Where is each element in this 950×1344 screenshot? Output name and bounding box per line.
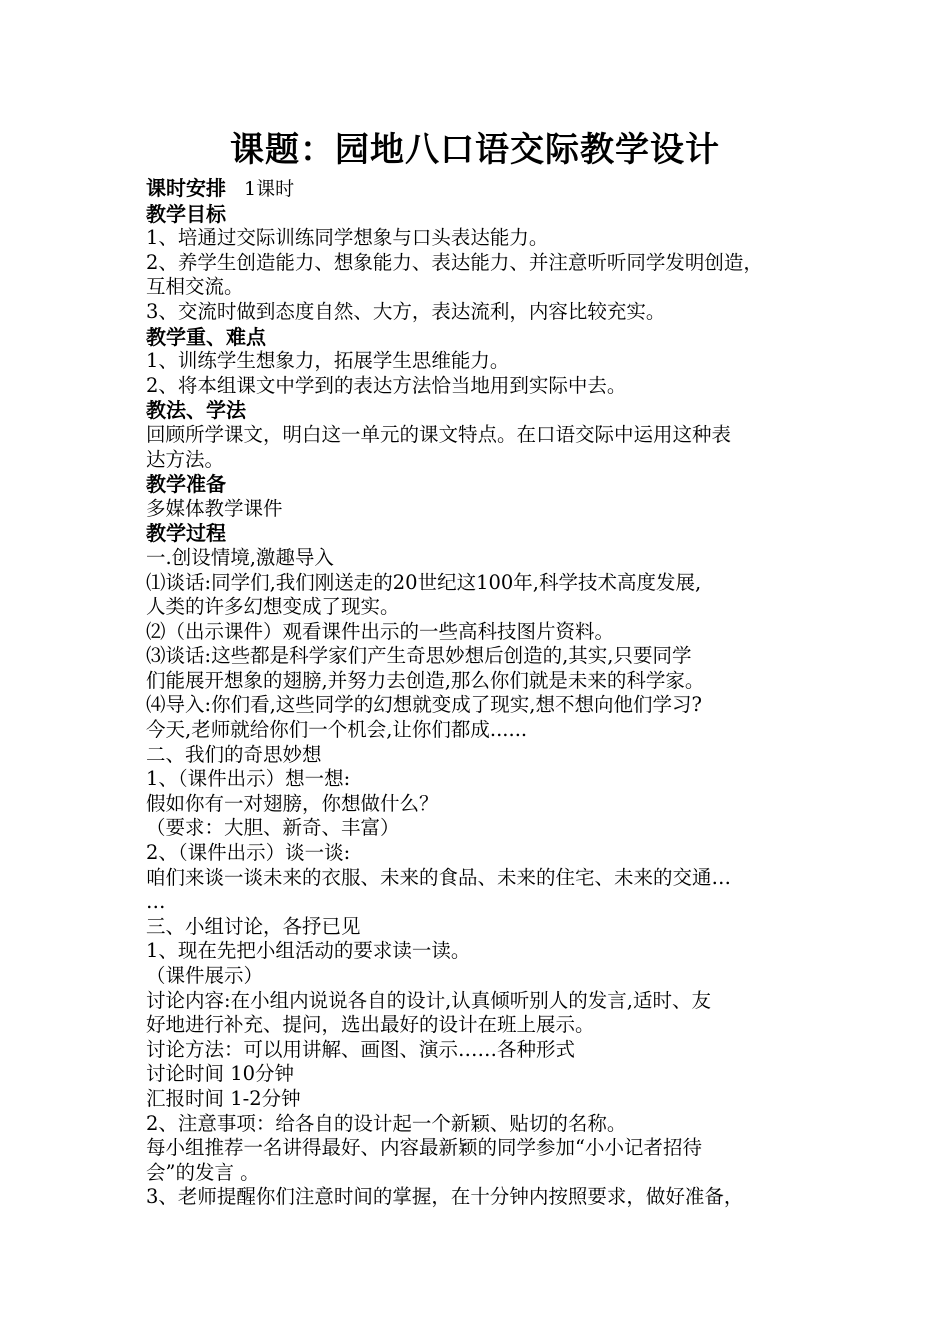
process-line: 二、我们的奇思妙想 <box>146 742 322 766</box>
process-line: ⑷导入:你们看,这些同学的幻想就变成了现实,想不想向他们学习? <box>146 693 702 717</box>
process-heading: 教学过程 <box>146 521 226 546</box>
process-line: 一.创设情境,激趣导入 <box>146 545 334 569</box>
process-line: 每小组推荐一名讲得最好、内容最新颖的同学参加“小小记者招待 <box>146 1136 702 1160</box>
process-line: ⑴谈话:同学们,我们刚送走的20世纪这100年,科学技术高度发展, <box>146 570 702 594</box>
process-line: 们能展开想象的翅膀,并努力去创造,那么你们就是未来的科学家。 <box>146 668 705 692</box>
process-line: （要求：大胆、新奇、丰富） <box>146 816 400 840</box>
key-points-heading: 教学重、难点 <box>146 324 266 349</box>
page-title: 课题：园地八口语交际教学设计 <box>230 130 720 170</box>
schedule-value: 1课时 <box>244 178 295 200</box>
process-line: （课件展示） <box>146 964 264 987</box>
process-line: 三、小组讨论，各抒已见 <box>146 914 361 938</box>
methods-line: 回顾所学课文，明白这一单元的课文特点。在口语交际中运用这种表 <box>146 422 732 446</box>
process-line: 2、（课件出示）谈一谈: <box>146 841 351 865</box>
preparation-heading: 教学准备 <box>146 472 226 497</box>
objectives-heading: 教学目标 <box>146 201 226 226</box>
objectives-line: 互相交流。 <box>146 275 244 299</box>
process-line: ⑶谈话:这些都是科学家们产生奇思妙想后创造的,其实,只要同学 <box>146 644 692 668</box>
key-points-line: 1、训练学生想象力，拓展学生思维能力。 <box>146 349 510 373</box>
process-line: 1、现在先把小组活动的要求读一读。 <box>146 939 471 963</box>
objectives-line: 1、培通过交际训练同学想象与口头表达能力。 <box>146 226 549 250</box>
process-line: 假如你有一对翅膀，你想做什么？ <box>146 791 439 815</box>
process-line: 讨论内容:在小组内说说各自的设计,认真倾听别人的发言,适时、友 <box>146 988 711 1012</box>
process-line: 汇报时间 1-2分钟 <box>146 1086 301 1110</box>
schedule-line <box>146 176 814 202</box>
process-line: … <box>146 890 166 914</box>
objectives-line: 3、交流时做到态度自然、大方，表达流利，内容比较充实。 <box>146 299 666 323</box>
process-line: 会”的发言 。 <box>146 1160 260 1184</box>
methods-line: 达方法。 <box>146 447 225 471</box>
process-line: 1、（课件出示）想一想: <box>146 767 351 791</box>
process-line: 讨论方法：可以用讲解、画图、演示……各种形式 <box>146 1037 576 1061</box>
document-body <box>146 176 814 1210</box>
process-line: 人类的许多幻想变成了现实。 <box>146 595 400 619</box>
process-line: 讨论时间 10分钟 <box>146 1062 295 1086</box>
process-line: 好地进行补充、提问，选出最好的设计在班上展示。 <box>146 1013 595 1037</box>
key-points-line: 2、将本组课文中学到的表达方法恰当地用到实际中去。 <box>146 373 627 397</box>
process-line: ⑵（出示课件）观看课件出示的一些高科技图片资料。 <box>146 619 615 643</box>
process-line: 3、老师提醒你们注意时间的掌握，在十分钟内按照要求，做好准备， <box>146 1185 744 1209</box>
process-line: 今天,老师就给你们一个机会,让你们都成...... <box>146 718 528 742</box>
preparation-line: 多媒体教学课件 <box>146 496 283 520</box>
methods-heading: 教法、学法 <box>146 398 246 423</box>
objectives-line: 2、养学生创造能力、想象能力、表达能力、并注意听听同学发明创造， <box>146 250 763 274</box>
process-line: 2、注意事项：给各自的设计起一个新颖、贴切的名称。 <box>146 1111 627 1135</box>
schedule-label: 课时安排 <box>146 176 226 200</box>
process-line: 咱们来谈一谈未来的衣服、未来的食品、未来的住宅、未来的交通… <box>146 865 732 889</box>
